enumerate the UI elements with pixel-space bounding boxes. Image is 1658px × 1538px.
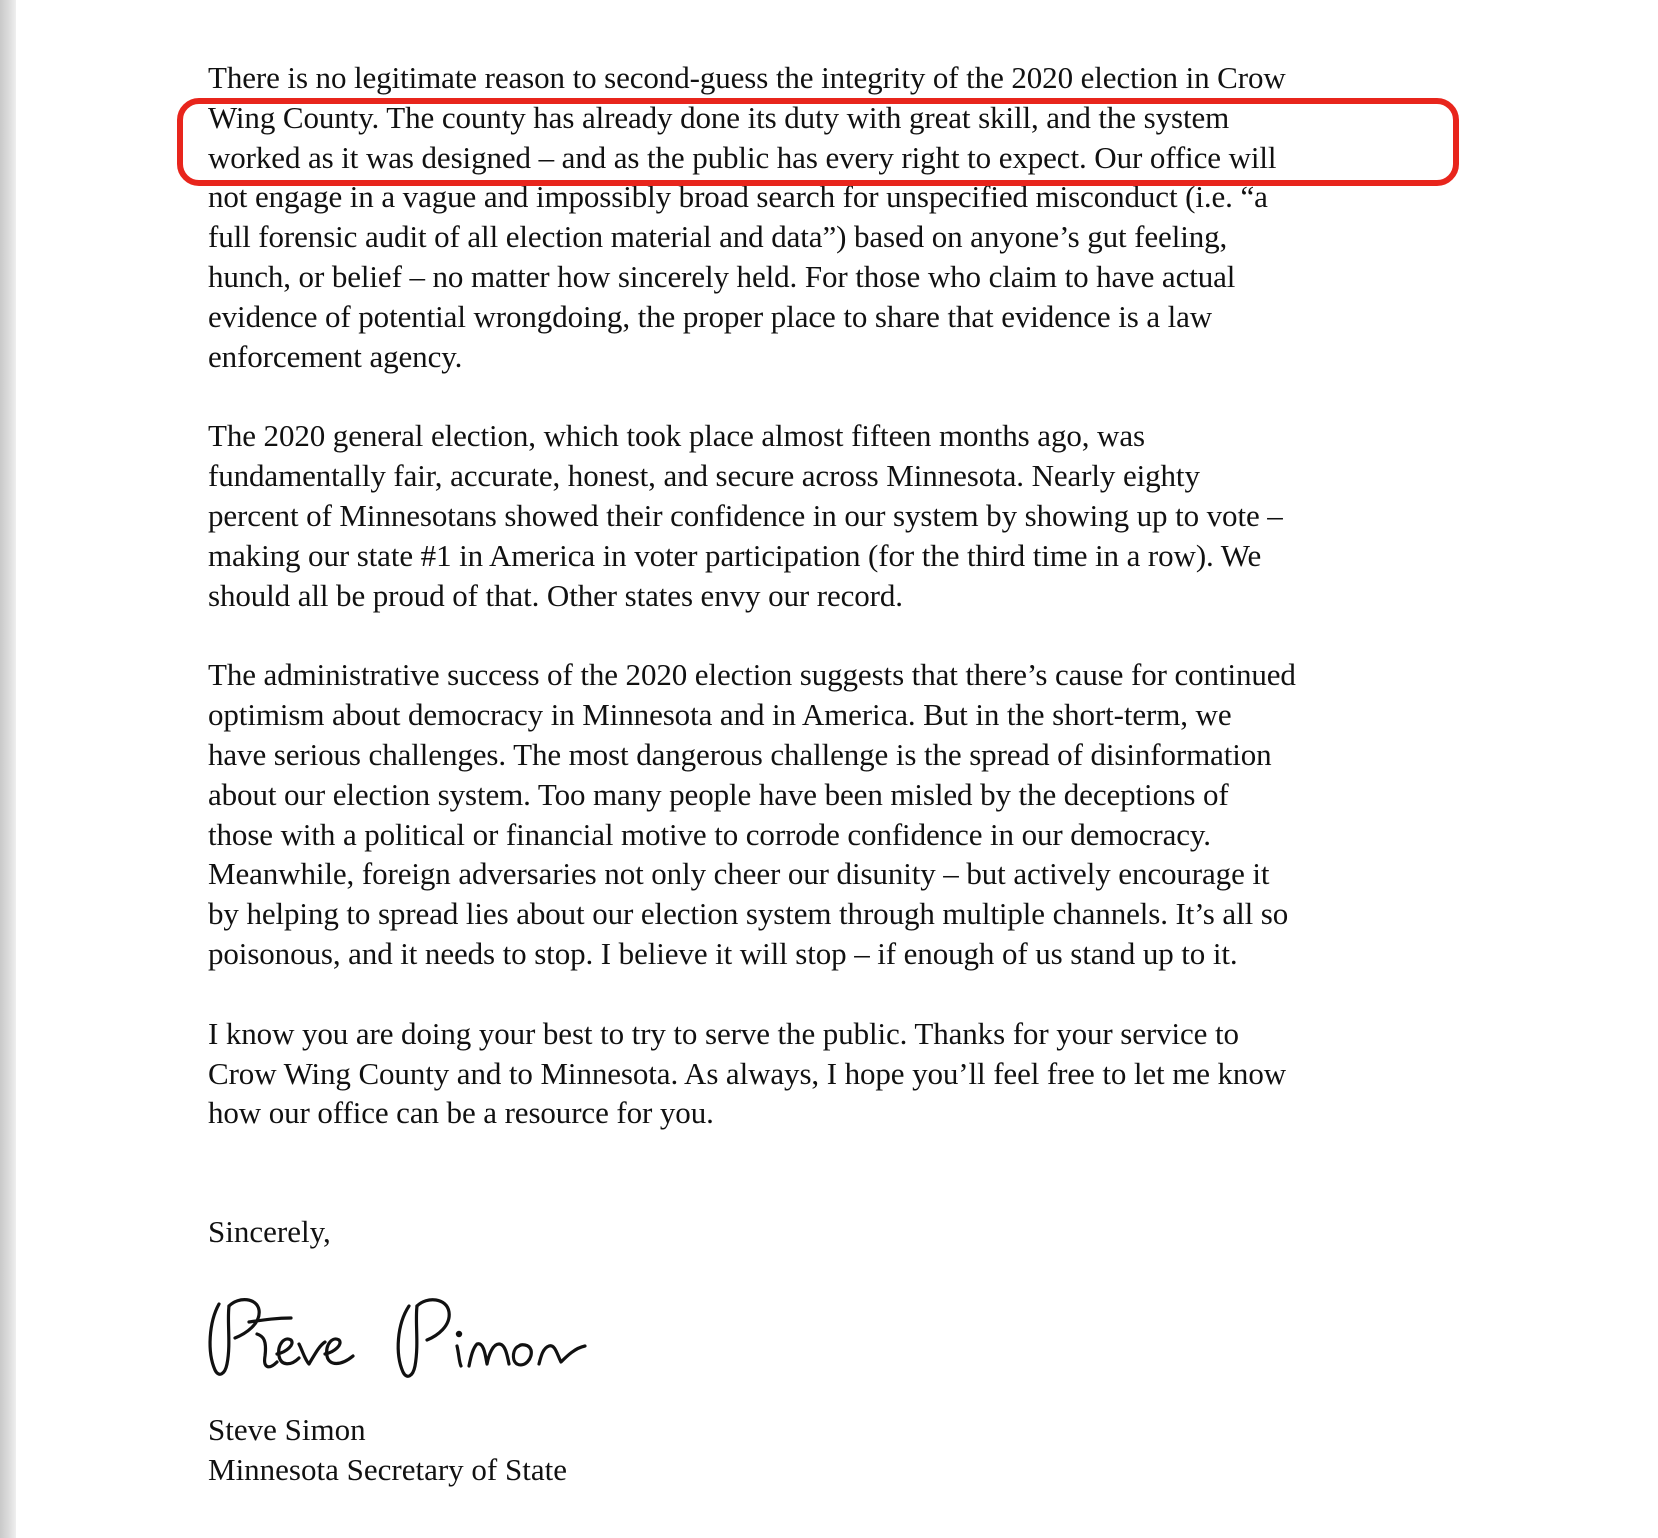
letter-body — [208, 58, 1458, 1173]
paragraph-line: those with a political or financial motive to corrode confidence in our democracy. — [208, 816, 1211, 852]
paragraph-line: Crow Wing County and to Minnesota. As always, I hope you’ll feel free to let me know — [208, 1055, 1287, 1091]
paragraph-line: Wing County. The county has already done its duty with great skill, and the system — [208, 99, 1230, 135]
paragraph-line: full forensic audit of all election material and data”) based on anyone’s gut feeling, — [208, 219, 1228, 255]
paragraph-2 — [208, 416, 1458, 615]
paragraph-line: Meanwhile, foreign adversaries not only cheer our disunity – but actively encourage it — [208, 856, 1270, 892]
paragraph-line: fundamentally fair, accurate, honest, and secure across Minnesota. Nearly eighty — [208, 458, 1200, 494]
paragraph-1 — [208, 58, 1458, 376]
paragraph-line: The administrative success of the 2020 election suggests that there’s cause for continued — [208, 657, 1296, 693]
paragraph-4 — [208, 1014, 1458, 1133]
paragraph-line: poisonous, and it needs to stop. I believe it will stop – if enough of us stand up to it. — [208, 935, 1238, 971]
paragraph-3 — [208, 655, 1458, 973]
signer-name: Steve Simon — [208, 1412, 366, 1447]
paragraph-line: worked as it was designed – and as the public has every right to expect. Our office will — [208, 139, 1277, 175]
closing-salutation: Sincerely, — [208, 1214, 331, 1249]
signer-block — [208, 1410, 567, 1490]
paragraph-line: should all be proud of that. Other states envy our record. — [208, 577, 903, 613]
paragraph-line: optimism about democracy in Minnesota and in America. But in the short-term, we — [208, 697, 1232, 733]
paragraph-line: not engage in a vague and impossibly broad search for unspecified misconduct (i.e. “a — [208, 179, 1268, 215]
paragraph-line: how our office can be a resource for you. — [208, 1095, 714, 1131]
paragraph-line: I know you are doing your best to try to serve the public. Thanks for your service to — [208, 1015, 1239, 1051]
paragraph-line: making our state #1 in America in voter participation (for the third time in a row). We — [208, 537, 1262, 573]
paragraph-line: percent of Minnesotans showed their confidence in our system by showing up to vote – — [208, 497, 1283, 533]
paragraph-line: have serious challenges. The most dangerous challenge is the spread of disinformation — [208, 736, 1272, 772]
paragraph-line: enforcement agency. — [208, 338, 463, 374]
paragraph-line: There is no legitimate reason to second-guess the integrity of the 2020 election in Crow — [208, 60, 1286, 95]
paragraph-line: evidence of potential wrongdoing, the proper place to share that evidence is a law — [208, 298, 1213, 334]
page-edge-shadow — [0, 0, 16, 1538]
paragraph-line: hunch, or belief – no matter how sincerely held. For those who claim to have actual — [208, 258, 1236, 294]
paragraph-line: The 2020 general election, which took place almost fifteen months ago, was — [208, 418, 1145, 454]
paragraph-line: by helping to spread lies about our election system through multiple channels. It’s all so — [208, 896, 1289, 932]
paragraph-line: about our election system. Too many people have been misled by the deceptions of — [208, 776, 1229, 812]
signer-title: Minnesota Secretary of State — [208, 1452, 567, 1487]
handwritten-signature — [205, 1282, 625, 1392]
